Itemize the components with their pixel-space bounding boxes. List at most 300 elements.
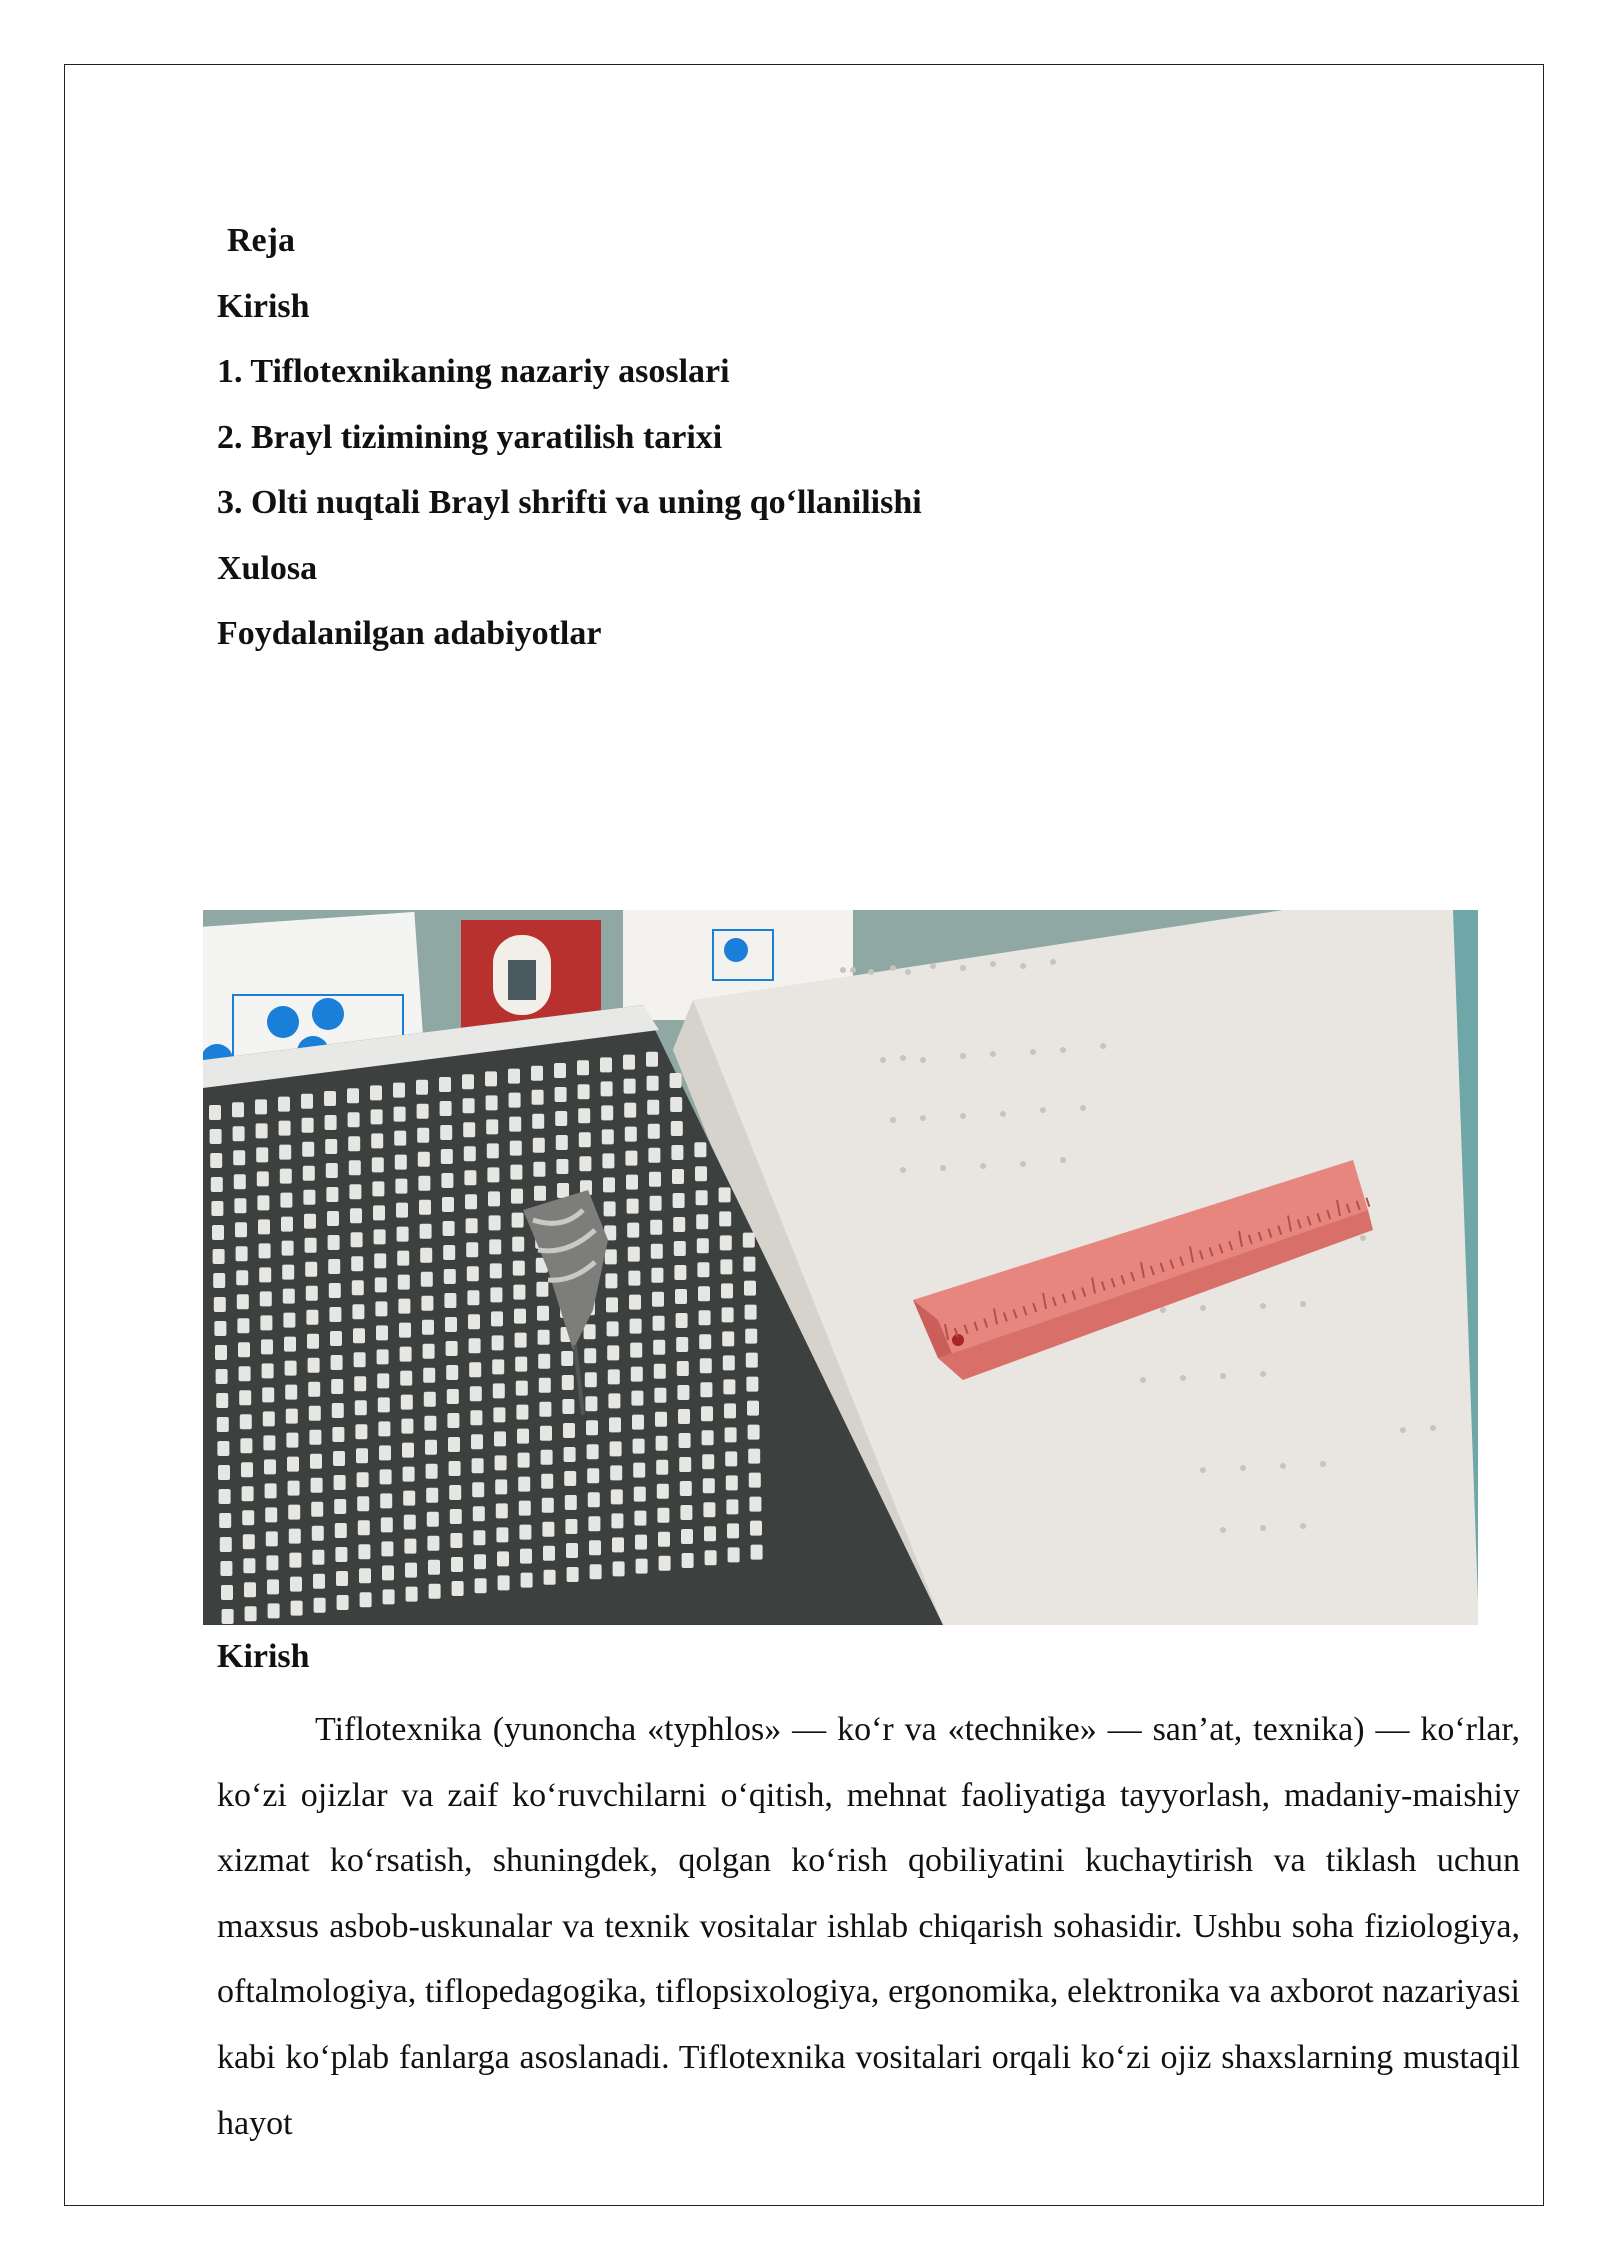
slate-cell [611,1513,623,1528]
slate-cell [541,1474,553,1489]
slate-cell [445,1317,457,1332]
slate-cell [515,1333,527,1348]
slate-cell [585,1396,597,1411]
slate-cell [238,1342,250,1357]
slate-cell [372,1157,384,1172]
slate-cell [216,1369,228,1384]
slate-cell [418,1152,430,1167]
slate-cell [306,1286,318,1301]
slate-cell [379,1445,391,1460]
slate-cell [381,1517,393,1532]
slate-cell [628,1247,640,1262]
slate-cell [578,1084,590,1099]
slate-cell [448,1437,460,1452]
slate-cell [631,1367,643,1382]
slate-cell [470,1386,482,1401]
slate-cell [743,1257,755,1272]
slate-cell [676,1313,688,1328]
section-heading: Kirish [217,1638,310,1675]
slate-cell [562,1399,574,1414]
slate-cell [630,1319,642,1334]
slate-cell [701,1406,713,1421]
slate-cell [473,1530,485,1545]
slate-cell [286,1409,298,1424]
slate-cell [236,1246,248,1261]
slate-cell [417,1104,429,1119]
slate-cell [283,1313,295,1328]
slate-cell [511,1189,523,1204]
slate-cell [670,1097,682,1112]
slate-cell [508,1069,520,1084]
slate-cell [579,1132,591,1147]
slate-cell [350,1208,362,1223]
slate-cell [700,1358,712,1373]
slate-cell [585,1372,597,1387]
slate-cell [310,1454,322,1469]
slate-cell [724,1403,736,1418]
slate-cell [357,1472,369,1487]
slate-cell [509,1117,521,1132]
slate-cell [674,1241,686,1256]
slate-cell [607,1345,619,1360]
slate-cell [213,1273,225,1288]
slate-cell [450,1509,462,1524]
slate-cell [655,1412,667,1427]
slate-cell [636,1559,648,1574]
slate-cell [214,1321,226,1336]
slate-cell [423,1368,435,1383]
slate-cell [539,1402,551,1417]
slate-cell [237,1318,249,1333]
slate-cell [404,1539,416,1554]
slate-cell [750,1521,762,1536]
slate-cell [515,1357,527,1372]
slate-cell [286,1433,298,1448]
slate-cell [567,1567,579,1582]
slate-cell [490,1287,502,1302]
slate-cell [702,1430,714,1445]
slate-cell [382,1565,394,1580]
slate-cell [727,1523,739,1538]
slate-cell [256,1123,268,1138]
slate-cell [487,1143,499,1158]
slate-cell [609,1417,621,1432]
slate-cell [349,1160,361,1175]
slate-cell [443,1245,455,1260]
slate-cell [400,1347,412,1362]
slate-cell [377,1349,389,1364]
slate-cell [429,1584,441,1599]
slate-cell [217,1441,229,1456]
slate-cell [467,1290,479,1305]
slate-cell [235,1222,247,1237]
slate-cell [493,1407,505,1422]
slate-cell [720,1235,732,1250]
slate-cell [402,1443,414,1458]
slate-cell [232,1102,244,1117]
slate-cell [749,1497,761,1512]
slate-cell [703,1478,715,1493]
slate-cell [420,1224,432,1239]
slate-cell [602,1153,614,1168]
slate-cell [635,1535,647,1550]
slate-cell [695,1166,707,1181]
slate-cell [309,1406,321,1421]
slate-cell [519,1501,531,1516]
slate-cell [374,1253,386,1268]
slate-cell [650,1220,662,1235]
slate-cell [696,1190,708,1205]
slate-cell [465,1194,477,1209]
slate-cell [440,1125,452,1140]
slate-cell [329,1307,341,1322]
slate-cell [472,1482,484,1497]
slate-cell [650,1196,662,1211]
slate-cell [605,1249,617,1264]
slate-cell [393,1083,405,1098]
slate-cell [751,1545,763,1560]
slate-cell [428,1560,440,1575]
slate-cell [723,1355,735,1370]
slate-cell [509,1093,521,1108]
slate-cell [374,1229,386,1244]
slate-cell [630,1343,642,1358]
slate-cell [719,1187,731,1202]
slate-cell [327,1211,339,1226]
slate-cell [449,1461,461,1476]
slate-cell [698,1286,710,1301]
plan-list [217,217,1517,676]
slate-cell [280,1193,292,1208]
slate-cell [566,1543,578,1558]
slate-cell [405,1563,417,1578]
slate-cell [360,1592,372,1607]
slate-cell [394,1107,406,1122]
slate-cell [358,1520,370,1535]
slate-cell [329,1283,341,1298]
slate-cell [624,1079,636,1094]
slate-cell [260,1315,272,1330]
slate-cell [262,1387,274,1402]
slate-cell [403,1491,415,1506]
slate-cell [704,1526,716,1541]
plan-item: 3. Olti nuqtali Brayl shrifti va uning qo‘llanilishi [217,484,922,521]
slate-cell [749,1473,761,1488]
slate-cell [723,1379,735,1394]
slate-cell [623,1055,635,1070]
slate-cell [634,1487,646,1502]
slate-cell [288,1505,300,1520]
slate-cell [498,1575,510,1590]
slate-cell [634,1511,646,1526]
slate-cell [279,1121,291,1136]
slate-cell [536,1282,548,1297]
slate-cell [335,1547,347,1562]
slate-cell [541,1450,553,1465]
slate-cell [426,1488,438,1503]
slate-cell [239,1366,251,1381]
slate-cell [337,1595,349,1610]
slate-cell [356,1448,368,1463]
slate-cell [278,1097,290,1112]
slate-cell [516,1381,528,1396]
slate-cell [396,1203,408,1218]
slate-cell [606,1297,618,1312]
slate-cell [608,1369,620,1384]
slate-cell [441,1149,453,1164]
slate-cell [518,1477,530,1492]
slate-cell [450,1533,462,1548]
slate-cell [284,1337,296,1352]
slate-cell [259,1267,271,1282]
slate-cell [311,1478,323,1493]
slate-cell [303,1190,315,1205]
slate-cell [378,1397,390,1412]
slate-cell [210,1129,222,1144]
slate-cell [653,1340,665,1355]
slate-cell [562,1375,574,1390]
slate-cell [589,1540,601,1555]
slate-cell [285,1385,297,1400]
slate-cell [746,1377,758,1392]
slate-cell [289,1553,301,1568]
slate-cell [651,1244,663,1259]
slate-cell [748,1449,760,1464]
slate-cell [493,1383,505,1398]
slate-cell [217,1417,229,1432]
slate-cell [542,1498,554,1513]
slate-cell [288,1481,300,1496]
slate-cell [544,1570,556,1585]
slate-cell [681,1529,693,1544]
slate-cell [607,1321,619,1336]
slate-cell [314,1598,326,1613]
slate-cell [216,1393,228,1408]
slate-cell [652,1292,664,1307]
slate-cell [725,1451,737,1466]
slate-cell [584,1324,596,1339]
plan-item: Foydalanilgan adabiyotlar [217,615,602,652]
slate-cell [352,1280,364,1295]
plan-item: 1. Tiflotexnikaning nazariy asoslari [217,353,730,390]
slate-cell [354,1352,366,1367]
slate-cell [468,1314,480,1329]
slate-cell [397,1251,409,1266]
slate-cell [600,1057,612,1072]
slate-cell [302,1118,314,1133]
slate-cell [240,1414,252,1429]
slate-cell [421,1272,433,1287]
slate-cell [646,1052,658,1067]
slate-cell [485,1071,497,1086]
slate-cell [282,1241,294,1256]
slate-cell [265,1507,277,1522]
slate-cell [654,1388,666,1403]
slate-cell [418,1176,430,1191]
slate-cell [359,1568,371,1583]
document-page [64,64,1544,2206]
slate-cell [533,1138,545,1153]
slate-cell [590,1564,602,1579]
slate-cell [305,1262,317,1277]
slate-cell [233,1150,245,1165]
slate-cell [446,1341,458,1356]
slate-cell [400,1371,412,1386]
slate-cell [699,1334,711,1349]
slate-cell [426,1464,438,1479]
slate-cell [290,1577,302,1592]
slate-cell [608,1393,620,1408]
slate-cell [404,1515,416,1530]
slate-cell [211,1177,223,1192]
slate-cell [422,1320,434,1335]
slate-cell [633,1463,645,1478]
slate-cell [555,1087,567,1102]
slate-cell [466,1242,478,1257]
slate-cell [348,1136,360,1151]
slate-cell [234,1198,246,1213]
slate-cell [312,1526,324,1541]
slate-cell [375,1301,387,1316]
slate-cell [512,1213,524,1228]
slate-cell [420,1248,432,1263]
slate-cell [601,1105,613,1120]
slate-cell [469,1362,481,1377]
slate-cell [697,1262,709,1277]
slate-cell [383,1589,395,1604]
slate-cell [532,1090,544,1105]
slate-cell [401,1395,413,1410]
slate-cell [475,1578,487,1593]
slate-cell [425,1440,437,1455]
slate-cell [303,1166,315,1181]
slate-cell [516,1405,528,1420]
slate-cell [380,1469,392,1484]
slate-cell [328,1235,340,1250]
slate-cell [494,1431,506,1446]
plan-item: 2. Brayl tizimining yaratilish tarixi [217,418,723,456]
slate-cell [587,1468,599,1483]
slate-cell [649,1172,661,1187]
slate-cell [381,1541,393,1556]
slate-cell [670,1073,682,1088]
slate-cell [324,1091,336,1106]
slate-cell [613,1561,625,1576]
slate-cell [722,1331,734,1346]
slate-cell [488,1191,500,1206]
slate-cell [464,1170,476,1185]
slate-cell [533,1162,545,1177]
slate-cell [579,1156,591,1171]
slate-cell [720,1259,732,1274]
slate-cell [373,1205,385,1220]
slate-cell [674,1265,686,1280]
slate-cell [220,1537,232,1552]
slate-cell [676,1337,688,1352]
slate-cell [332,1427,344,1442]
slate-cell [313,1574,325,1589]
slate-cell [602,1129,614,1144]
slate-cell [510,1165,522,1180]
slate-cell [213,1249,225,1264]
slate-cell [728,1547,740,1562]
plan-title: Reja [227,222,295,259]
slate-cell [326,1163,338,1178]
slate-cell [577,1060,589,1075]
slate-cell [424,1416,436,1431]
slate-cell [255,1099,267,1114]
slate-cell [489,1239,501,1254]
slate-cell [466,1218,478,1233]
slate-cell [397,1227,409,1242]
slate-cell [490,1263,502,1278]
slate-cell [654,1364,666,1379]
slate-cell [467,1266,479,1281]
slate-cell [308,1382,320,1397]
slate-cell [268,1603,280,1618]
slate-cell [631,1391,643,1406]
slate-cell [521,1573,533,1588]
slate-cell [464,1146,476,1161]
braille-slate-photo [203,910,1478,1625]
slate-cell [357,1496,369,1511]
slate-cell [352,1304,364,1319]
slate-cell [261,1339,273,1354]
slate-cell [696,1214,708,1229]
slate-cell [371,1109,383,1124]
slate-cell [220,1561,232,1576]
slate-cell [427,1536,439,1551]
slate-cell [222,1609,234,1624]
slate-cell [556,1159,568,1174]
slate-cell [677,1361,689,1376]
slate-cell [627,1199,639,1214]
slate-cell [236,1270,248,1285]
slate-cell [325,1139,337,1154]
slate-cell [417,1128,429,1143]
slate-cell [540,1426,552,1441]
slate-cell [682,1553,694,1568]
slate-cell [326,1187,338,1202]
slate-cell [510,1141,522,1156]
slate-cell [673,1217,685,1232]
slate-cell [237,1294,249,1309]
slate-cell [625,1151,637,1166]
slate-cell [656,1460,668,1475]
slate-cell [347,1088,359,1103]
slate-cell [497,1551,509,1566]
slate-cell [647,1076,659,1091]
slate-cell [210,1153,222,1168]
slate-cell [260,1291,272,1306]
slate-cell [439,1077,451,1092]
slate-cell [280,1169,292,1184]
slate-cell [267,1579,279,1594]
slate-cell [748,1425,760,1440]
slate-cell [495,1455,507,1470]
slate-cell [372,1181,384,1196]
slate-cell [671,1121,683,1136]
slate-cell [628,1271,640,1286]
slate-cell [371,1133,383,1148]
slate-cell [266,1531,278,1546]
slate-cell [472,1458,484,1473]
slate-cell [214,1297,226,1312]
slate-cell [427,1512,439,1527]
slate-cell [512,1237,524,1252]
slate-cell [601,1081,613,1096]
slate-cell [398,1275,410,1290]
